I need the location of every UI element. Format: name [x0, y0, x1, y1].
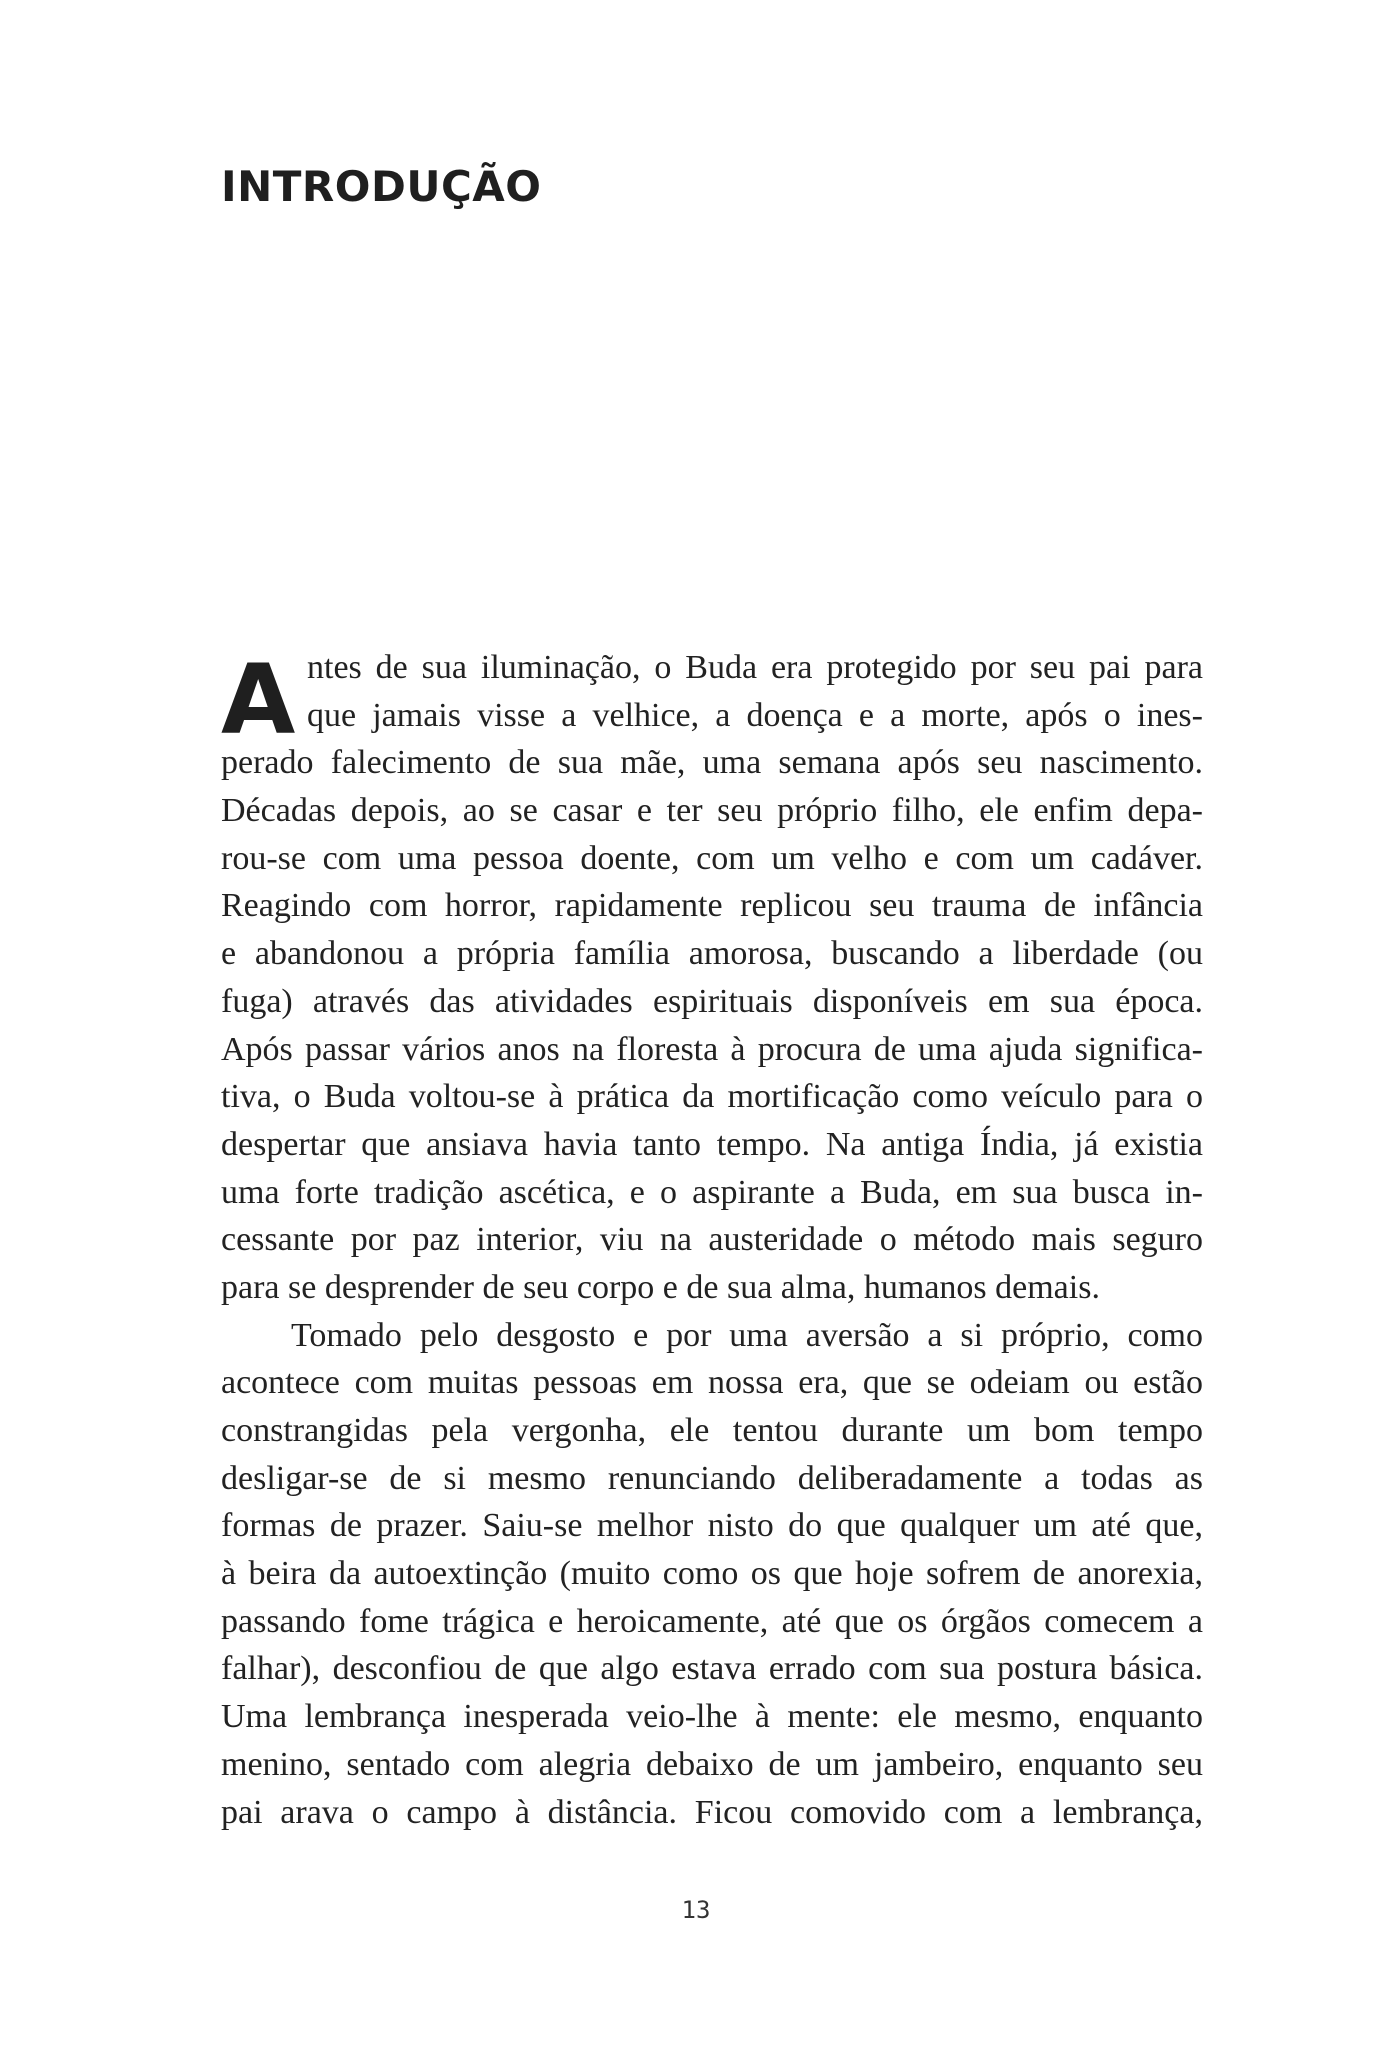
- text-line: para se desprender de seu corpo e de sua alma, humanos demais.: [221, 1268, 1100, 1306]
- text-line: menino, sentado com alegria debaixo de um jambeiro, enquanto seu: [221, 1745, 1203, 1783]
- text-line: fuga) através das atividades espirituais disponíveis em sua época.: [221, 982, 1203, 1020]
- text-line: Uma lembrança inesperada veio-lhe à mente: ele mesmo, enquanto: [221, 1698, 1203, 1736]
- body-text: [221, 644, 1203, 1836]
- text-line: passando fome trágica e heroicamente, até que os órgãos comecem a: [221, 1602, 1203, 1640]
- text-line: formas de prazer. Saiu-se melhor nisto do que qualquer um até que,: [221, 1507, 1203, 1545]
- chapter-title: INTRODUÇÃO: [221, 162, 542, 211]
- text-line: à beira da autoextinção (muito como os que hoje sofrem de anorexia,: [221, 1555, 1203, 1593]
- text-line: uma forte tradição ascética, e o aspirante a Buda, em sua busca in-: [221, 1173, 1203, 1211]
- text-line: despertar que ansiava havia tanto tempo. Na antiga Índia, já existia: [221, 1125, 1203, 1163]
- text-line: Após passar vários anos na floresta à procura de uma ajuda significa-: [221, 1030, 1203, 1068]
- text-line: falhar), desconfiou de que algo estava errado com sua postura básica.: [221, 1650, 1203, 1688]
- text-line: Tomado pelo desgosto e por uma aversão a si próprio, como: [291, 1316, 1203, 1354]
- text-line: cessante por paz interior, viu na austeridade o método mais seguro: [221, 1221, 1203, 1259]
- text-line: constrangidas pela vergonha, ele tentou durante um bom tempo: [221, 1412, 1203, 1449]
- text-line: perado falecimento de sua mãe, uma semana após seu nascimento.: [221, 744, 1203, 782]
- text-line: rou-se com uma pessoa doente, com um velho e com um cadáver.: [221, 839, 1203, 877]
- drop-cap: A: [221, 644, 296, 756]
- text-line: Décadas depois, ao se casar e ter seu próprio filho, ele enfim depa-: [221, 792, 1203, 830]
- text-line: tiva, o Buda voltou-se à prática da mortificação como veículo para o: [221, 1078, 1203, 1116]
- text-line: que jamais visse a velhice, a doença e a morte, após o ines-: [307, 696, 1203, 734]
- page-number: 13: [681, 1896, 711, 1924]
- text-line: pai arava o campo à distância. Ficou comovido com a lembrança,: [221, 1793, 1203, 1831]
- text-line: ntes de sua iluminação, o Buda era protegido por seu pai para: [307, 649, 1203, 686]
- text-line: desligar-se de si mesmo renunciando deliberadamente a todas as: [221, 1459, 1203, 1497]
- text-line: Reagindo com horror, rapidamente replicou seu trauma de infância: [221, 887, 1203, 925]
- text-line: e abandonou a própria família amorosa, buscando a liberdade (ou: [221, 935, 1203, 973]
- text-line: acontece com muitas pessoas em nossa era, que se odeiam ou estão: [221, 1364, 1203, 1402]
